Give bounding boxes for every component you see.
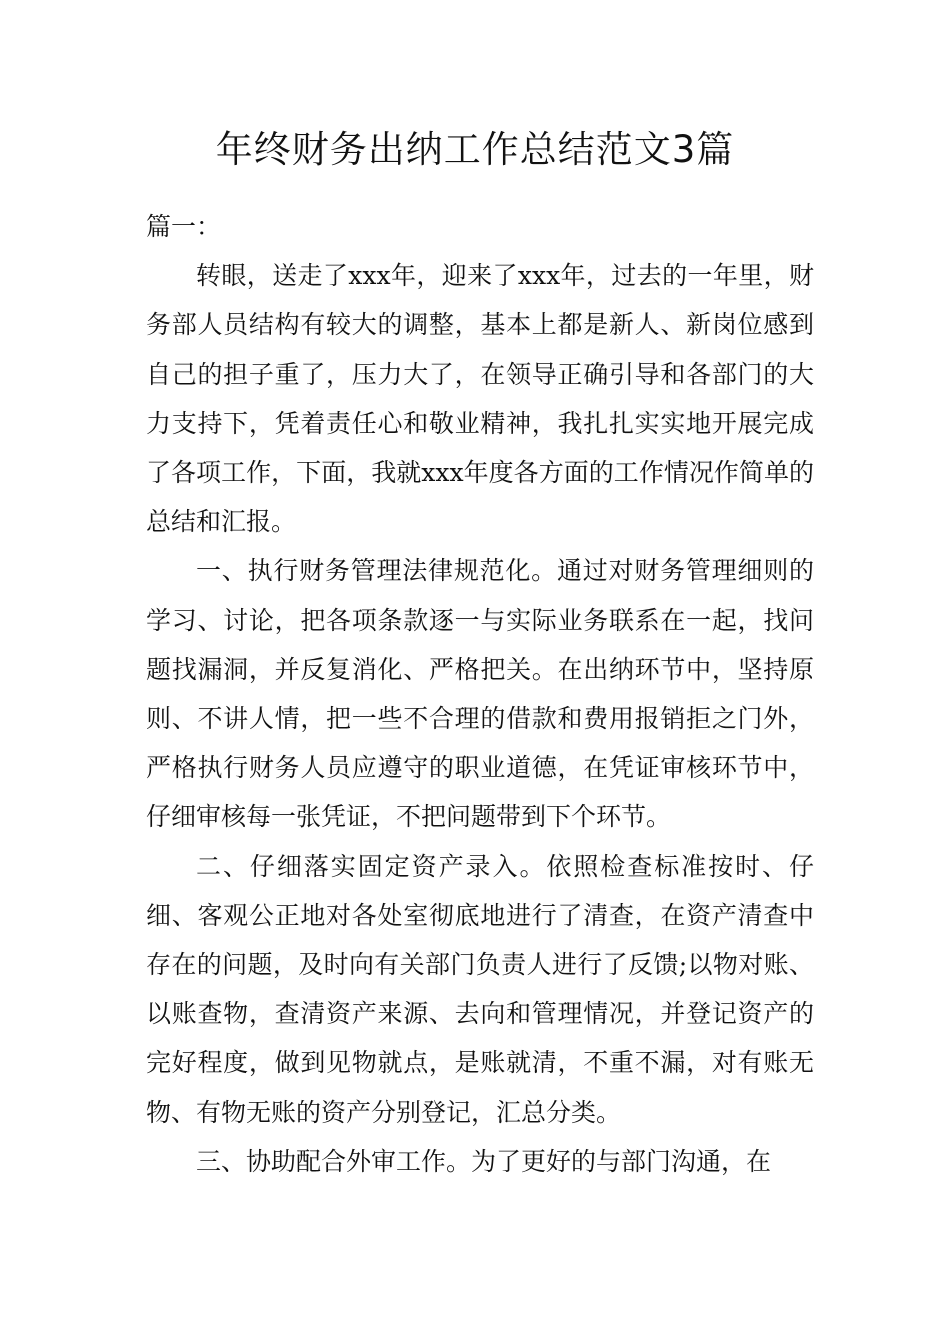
paragraph-item-3: 三、协助配合外审工作。为了更好的与部门沟通，在: [196, 1146, 772, 1176]
paragraph-item-2: 二、仔细落实固定资产录入。依照检查标准按时、仔细、客观公正地对各处室彻底地进行了清查，在资产清查中存在的问题，及时向有关部门负责人进行了反馈;以物对账、以账查物，查清资产来源、去向和管理情况，并登记资产的完好程度，做到见物就点，是账就清，不重不漏，对有账无物、有物无账的资产分别登记，汇总分类。: [146, 851, 814, 1127]
document-title: 年终财务出纳工作总结范文3篇: [215, 128, 735, 171]
paragraph-intro: 转眼，送走了xxx年，迎来了xxx年，过去的一年里，财务部人员结构有较大的调整，基本上都是新人、新岗位感到自己的担子重了，压力大了，在领导正确引导和各部门的大力支持下，凭着责任心和敬业精神，我扎扎实实地开展完成了各项工作，下面，我就xxx年度各方面的工作情况作简单的总结和汇报。: [146, 261, 814, 537]
document-body: [146, 202, 814, 1186]
paragraph-item-1: 一、执行财务管理法律规范化。通过对财务管理细则的学习、讨论，把各项条款逐一与实际业务联系在一起，找问题找漏洞，并反复消化、严格把关。在出纳环节中，坚持原则、不讲人情，把一些不合理的借款和费用报销拒之门外，严格执行财务人员应遵守的职业道德，在凭证审核环节中，仔细审核每一张凭证，不把问题带到下个环节。: [146, 556, 814, 832]
section-label: 篇一：: [146, 212, 222, 241]
